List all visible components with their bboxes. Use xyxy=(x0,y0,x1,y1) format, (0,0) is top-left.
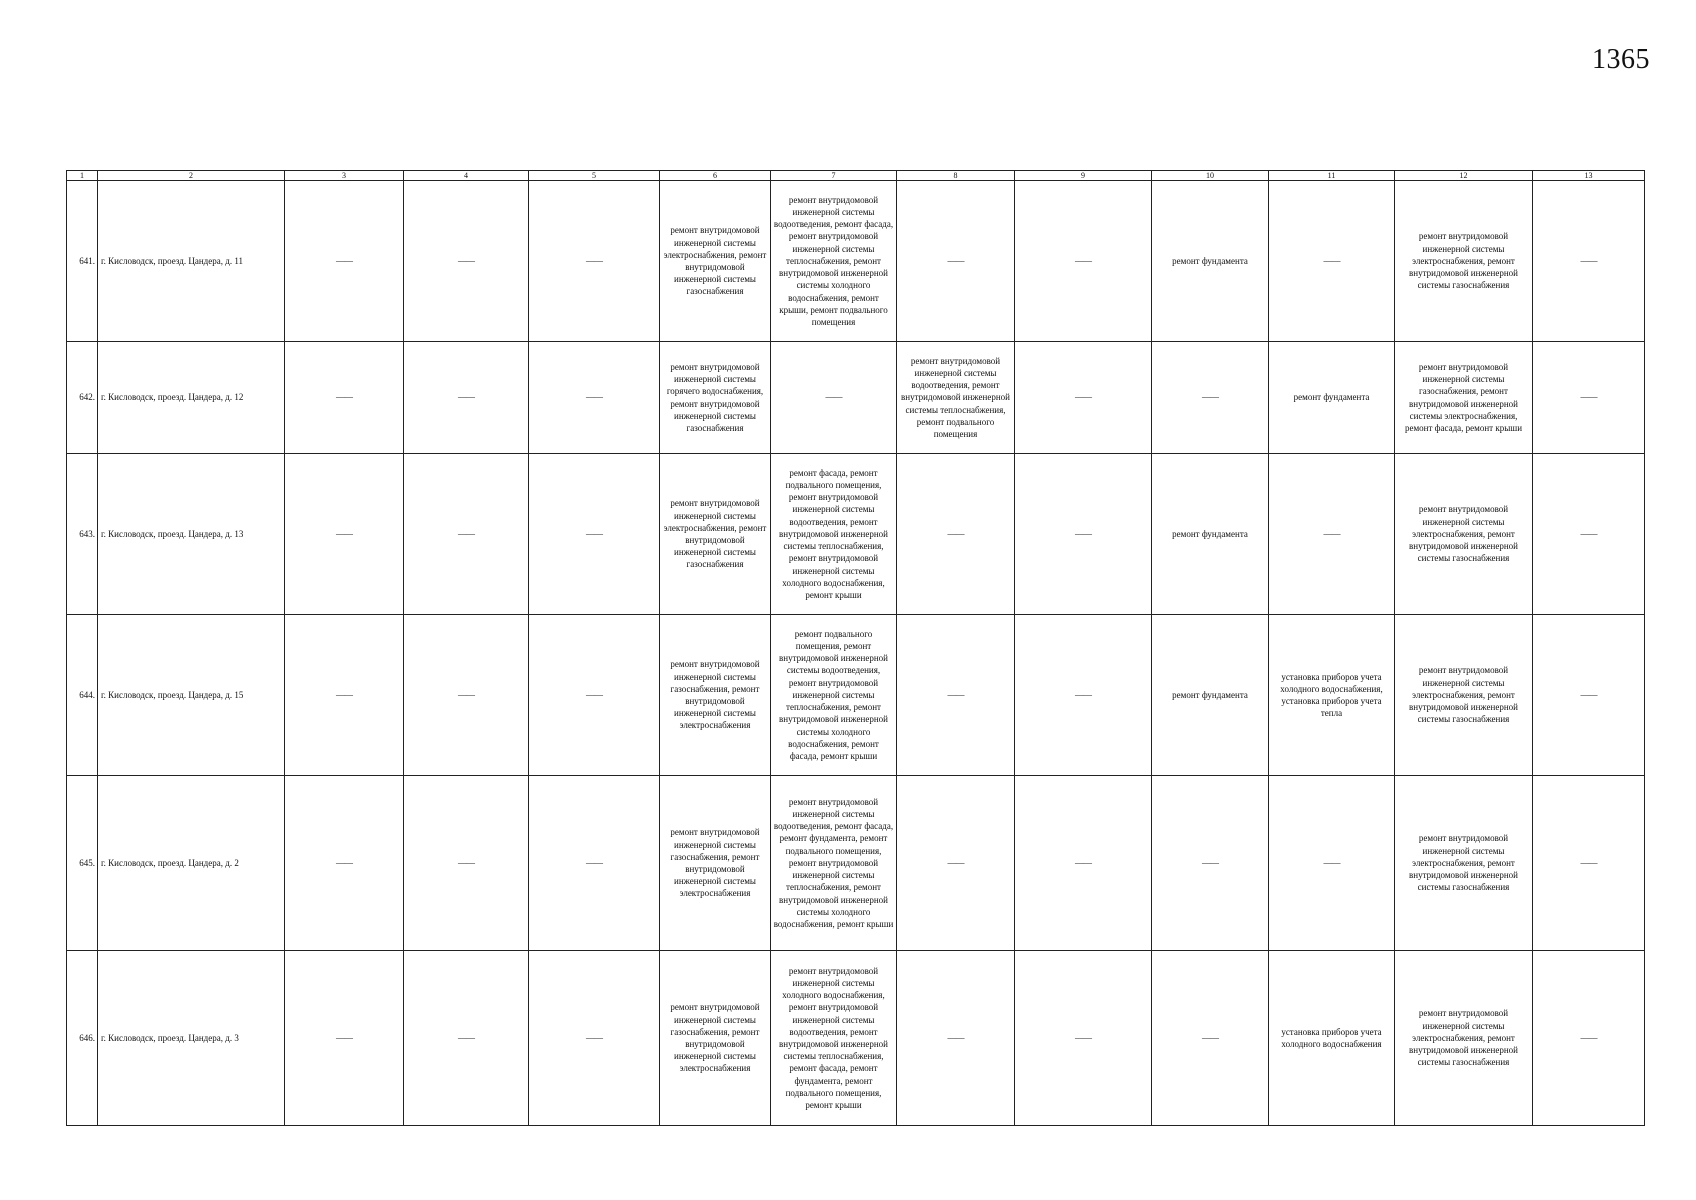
column-number: 13 xyxy=(1533,171,1645,181)
cell-col10: —— xyxy=(1152,776,1269,951)
cell-col3: —— xyxy=(285,615,404,776)
cell-col8: —— xyxy=(897,615,1015,776)
page-number: 1365 xyxy=(1592,44,1650,75)
cell-col11: установка приборов учета холодного водоснабжения xyxy=(1269,951,1395,1126)
cell-col7: ремонт внутридомовой инженерной системы холодного водоснабжения, ремонт внутридомовой инженерной системы водоотведения, ремонт внутридомовой инженерной системы теплоснабжения, ремонт фасада, ремонт фундамента, ремонт подвального помещения, ремонт крыши xyxy=(771,951,897,1126)
address-cell: г. Кисловодск, проезд. Цандера, д. 12 xyxy=(98,342,285,454)
cell-col10: —— xyxy=(1152,951,1269,1126)
cell-col3: —— xyxy=(285,181,404,342)
column-number: 4 xyxy=(404,171,529,181)
cell-col8: ремонт внутридомовой инженерной системы водоотведения, ремонт внутридомовой инженерной системы теплоснабжения, ремонт подвального помещения xyxy=(897,342,1015,454)
row-number: 646. xyxy=(67,951,98,1126)
cell-col11: установка приборов учета холодного водоснабжения, установка приборов учета тепла xyxy=(1269,615,1395,776)
cell-col6: ремонт внутридомовой инженерной системы газоснабжения, ремонт внутридомовой инженерной системы электроснабжения xyxy=(660,951,771,1126)
cell-col5: —— xyxy=(529,342,660,454)
cell-col8: —— xyxy=(897,951,1015,1126)
cell-col13: —— xyxy=(1533,951,1645,1126)
cell-col4: —— xyxy=(404,454,529,615)
cell-col12: ремонт внутридомовой инженерной системы электроснабжения, ремонт внутридомовой инженерной системы газоснабжения xyxy=(1395,615,1533,776)
cell-col5: —— xyxy=(529,776,660,951)
cell-col13: —— xyxy=(1533,181,1645,342)
cell-col3: —— xyxy=(285,342,404,454)
cell-col6: ремонт внутридомовой инженерной системы электроснабжения, ремонт внутридомовой инженерной системы газоснабжения xyxy=(660,181,771,342)
address-cell: г. Кисловодск, проезд. Цандера, д. 13 xyxy=(98,454,285,615)
table-row xyxy=(67,342,1645,454)
cell-col12: ремонт внутридомовой инженерной системы электроснабжения, ремонт внутридомовой инженерной системы газоснабжения xyxy=(1395,454,1533,615)
cell-col4: —— xyxy=(404,615,529,776)
column-number-row xyxy=(67,171,1645,181)
column-number: 1 xyxy=(67,171,98,181)
cell-col12: ремонт внутридомовой инженерной системы электроснабжения, ремонт внутридомовой инженерной системы газоснабжения xyxy=(1395,951,1533,1126)
cell-col4: —— xyxy=(404,776,529,951)
address-cell: г. Кисловодск, проезд. Цандера, д. 15 xyxy=(98,615,285,776)
cell-col10: ремонт фундамента xyxy=(1152,454,1269,615)
table-row xyxy=(67,615,1645,776)
cell-col13: —— xyxy=(1533,342,1645,454)
cell-col11: —— xyxy=(1269,776,1395,951)
column-number: 10 xyxy=(1152,171,1269,181)
table-row xyxy=(67,181,1645,342)
cell-col6: ремонт внутридомовой инженерной системы газоснабжения, ремонт внутридомовой инженерной системы электроснабжения xyxy=(660,615,771,776)
address-cell: г. Кисловодск, проезд. Цандера, д. 11 xyxy=(98,181,285,342)
cell-col11: ремонт фундамента xyxy=(1269,342,1395,454)
cell-col6: ремонт внутридомовой инженерной системы горячего водоснабжения, ремонт внутридомовой инженерной системы газоснабжения xyxy=(660,342,771,454)
cell-col12: ремонт внутридомовой инженерной системы газоснабжения, ремонт внутридомовой инженерной системы электроснабжения, ремонт фасада, ремонт крыши xyxy=(1395,342,1533,454)
column-number: 11 xyxy=(1269,171,1395,181)
table-row xyxy=(67,454,1645,615)
cell-col3: —— xyxy=(285,776,404,951)
cell-col8: —— xyxy=(897,181,1015,342)
cell-col13: —— xyxy=(1533,615,1645,776)
row-number: 645. xyxy=(67,776,98,951)
table-row xyxy=(67,951,1645,1126)
cell-col8: —— xyxy=(897,454,1015,615)
table-row xyxy=(67,776,1645,951)
column-number: 8 xyxy=(897,171,1015,181)
column-number: 7 xyxy=(771,171,897,181)
column-number: 9 xyxy=(1015,171,1152,181)
cell-col3: —— xyxy=(285,454,404,615)
row-number: 643. xyxy=(67,454,98,615)
column-number: 12 xyxy=(1395,171,1533,181)
column-number: 6 xyxy=(660,171,771,181)
cell-col4: —— xyxy=(404,951,529,1126)
cell-col9: —— xyxy=(1015,454,1152,615)
cell-col9: —— xyxy=(1015,951,1152,1126)
cell-col7: ремонт внутридомовой инженерной системы водоотведения, ремонт фасада, ремонт фундамента, ремонт подвального помещения, ремонт внутридомовой инженерной системы теплоснабжения, ремонт внутридомовой инженерной системы холодного водоснабжения, ремонт крыши xyxy=(771,776,897,951)
repair-program-table xyxy=(66,170,1645,1126)
cell-col13: —— xyxy=(1533,776,1645,951)
cell-col7: ремонт внутридомовой инженерной системы водоотведения, ремонт фасада, ремонт внутридомовой инженерной системы теплоснабжения, ремонт внутридомовой инженерной системы холодного водоснабжения, ремонт крыши, ремонт подвального помещения xyxy=(771,181,897,342)
column-number: 5 xyxy=(529,171,660,181)
cell-col7: ремонт фасада, ремонт подвального помещения, ремонт внутридомовой инженерной системы водоотведения, ремонт внутридомовой инженерной системы теплоснабжения, ремонт внутридомовой инженерной системы холодного водоснабжения, ремонт крыши xyxy=(771,454,897,615)
cell-col9: —— xyxy=(1015,181,1152,342)
cell-col5: —— xyxy=(529,615,660,776)
cell-col5: —— xyxy=(529,454,660,615)
cell-col9: —— xyxy=(1015,615,1152,776)
cell-col10: ремонт фундамента xyxy=(1152,181,1269,342)
cell-col6: ремонт внутридомовой инженерной системы электроснабжения, ремонт внутридомовой инженерной системы газоснабжения xyxy=(660,454,771,615)
cell-col4: —— xyxy=(404,342,529,454)
cell-col5: —— xyxy=(529,181,660,342)
cell-col11: —— xyxy=(1269,181,1395,342)
row-number: 644. xyxy=(67,615,98,776)
cell-col12: ремонт внутридомовой инженерной системы электроснабжения, ремонт внутридомовой инженерной системы газоснабжения xyxy=(1395,181,1533,342)
cell-col4: —— xyxy=(404,181,529,342)
address-cell: г. Кисловодск, проезд. Цандера, д. 3 xyxy=(98,951,285,1126)
cell-col9: —— xyxy=(1015,342,1152,454)
cell-col9: —— xyxy=(1015,776,1152,951)
column-number: 3 xyxy=(285,171,404,181)
cell-col3: —— xyxy=(285,951,404,1126)
row-number: 641. xyxy=(67,181,98,342)
cell-col11: —— xyxy=(1269,454,1395,615)
cell-col10: —— xyxy=(1152,342,1269,454)
row-number: 642. xyxy=(67,342,98,454)
column-number: 2 xyxy=(98,171,285,181)
cell-col12: ремонт внутридомовой инженерной системы электроснабжения, ремонт внутридомовой инженерной системы газоснабжения xyxy=(1395,776,1533,951)
cell-col13: —— xyxy=(1533,454,1645,615)
address-cell: г. Кисловодск, проезд. Цандера, д. 2 xyxy=(98,776,285,951)
cell-col7: —— xyxy=(771,342,897,454)
cell-col8: —— xyxy=(897,776,1015,951)
cell-col5: —— xyxy=(529,951,660,1126)
cell-col10: ремонт фундамента xyxy=(1152,615,1269,776)
cell-col7: ремонт подвального помещения, ремонт внутридомовой инженерной системы водоотведения, ремонт внутридомовой инженерной системы теплоснабжения, ремонт внутридомовой инженерной системы холодного водоснабжения, ремонт фасада, ремонт крыши xyxy=(771,615,897,776)
cell-col6: ремонт внутридомовой инженерной системы газоснабжения, ремонт внутридомовой инженерной системы электроснабжения xyxy=(660,776,771,951)
